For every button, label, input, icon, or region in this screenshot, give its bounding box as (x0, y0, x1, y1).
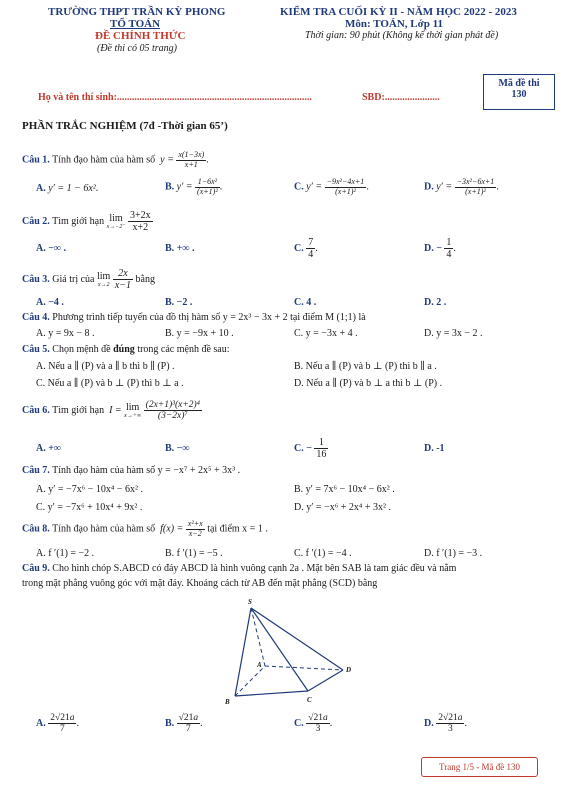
edge-SB (235, 608, 251, 696)
department-name: TỔ TOÁN (110, 18, 161, 30)
question-6: Câu 6. Tìm giới hạn I = lim x→+∞ $\frac{\text{(2x+1)³(x+2)⁴}}{\text{(3−2x)⁷}}$ (22, 400, 200, 422)
q9-option-b[interactable]: B. $\frac{√21a}{7}$ . (165, 713, 203, 735)
edge-SD (251, 608, 343, 670)
question-7: Câu 7. Tính đạo hàm của hàm số y = −x⁷ + 2x⁵ + 3x³ . (22, 465, 241, 476)
q5-option-d[interactable]: D. Nếu a ∥ (P) và b ⊥ a thì b ⊥ (P) . (294, 378, 443, 389)
q8-option-a[interactable]: A. f ′(1) = −2 . (36, 548, 95, 559)
q1-option-b[interactable]: B. y′ = $\frac{\text{1−6x²}}{\text{(x+1)²}}$ . (165, 177, 223, 196)
question-1: Câu 1. Tính đạo hàm của hàm số y = $\frac{x(1-3x)}{x+1}$ . (22, 150, 209, 169)
exam-code-value: 130 (511, 89, 527, 100)
q5-option-b[interactable]: B. Nếu a ∥ (P) và b ⊥ (P) thì b ∥ a . (294, 361, 437, 372)
q8-option-c[interactable]: C. f ′(1) = −4 . (294, 548, 352, 559)
time-line: Thời gian: 90 phút (Không kể thời gian phát đề) (305, 30, 499, 41)
edge-CD (308, 670, 343, 691)
q7-option-a[interactable]: A. y′ = −7x⁶ − 10x⁴ − 6x² . (36, 484, 143, 495)
official-label: ĐỀ CHÍNH THỨC (95, 30, 186, 42)
q4-option-c[interactable]: C. y = −3x + 4 . (294, 328, 358, 339)
exam-code-label: Mã đề thi (498, 78, 540, 89)
q9-option-a[interactable]: A. $\frac{2√21a}{7}$ . (36, 713, 79, 735)
q5-option-a[interactable]: A. Nếu a ∥ (P) và a ∥ b thì b ∥ (P) . (36, 361, 175, 372)
candidate-name-line[interactable]: Họ và tên thí sinh:.............................................................................. (38, 92, 312, 103)
edge-SC (251, 608, 308, 691)
q2-option-d[interactable]: D. − $\frac{1}{4}$ . (424, 237, 456, 260)
page-footer: Trang 1/5 - Mã đề 130 (421, 757, 538, 777)
q1-option-c[interactable]: C. y′ = $\frac{\text{−9x²−4x+1}}{\text{(x+1)²}}$ . (294, 177, 369, 196)
question-4: Câu 4. Phương trình tiếp tuyến của đồ thị hàm số y = 2x³ − 3x + 2 tại điểm M (1;1) là (22, 312, 366, 323)
question-label: Câu 1. (22, 154, 50, 166)
question-3: Câu 3. Giá trị của lim x→2 $\frac{2x}{x-1}$ bằng (22, 268, 155, 291)
q9-option-c[interactable]: C. $\frac{√21a}{3}$ . (294, 713, 333, 735)
question-9: Câu 9. Cho hình chóp S.ABCD có đáy ABCD là hình vuông cạnh 2a . Mặt bên SAB là tam giác đều và nằm (22, 563, 457, 574)
q6-option-a[interactable]: A. +∞ (36, 443, 62, 454)
pyramid-figure (215, 594, 365, 710)
q2-option-a[interactable]: A. −∞ . (36, 243, 67, 254)
q3-option-d[interactable]: D. 2 . (424, 297, 447, 308)
q6-option-b[interactable]: B. −∞ (165, 443, 190, 454)
q8-option-b[interactable]: B. f ′(1) = −5 . (165, 548, 223, 559)
label-A: A (257, 661, 262, 669)
candidate-number-line[interactable]: SBD:...................... (362, 92, 440, 103)
exam-code-box (483, 74, 555, 110)
q1-option-a[interactable]: A. y′ = 1 − 6x². (36, 183, 99, 194)
school-name: TRƯỜNG THPT TRẦN KỲ PHONG (48, 6, 226, 18)
q8-option-d[interactable]: D. f ′(1) = −3 . (424, 548, 483, 559)
question-9-line2: trong mặt phẳng vuông góc với mặt đáy. Khoảng cách từ AB đến mặt phẳng (SCD) bằng (22, 578, 378, 589)
q6-option-d[interactable]: D. -1 (424, 443, 445, 454)
label-C: C (307, 696, 312, 704)
q6-option-c[interactable]: C. − $\frac{1}{16}$ (294, 437, 327, 460)
q4-option-b[interactable]: B. y = −9x + 10 . (165, 328, 234, 339)
q7-option-c[interactable]: C. y′ = −7x⁶ + 10x⁴ + 9x² . (36, 502, 143, 513)
q7-option-b[interactable]: B. y′ = 7x⁶ − 10x⁴ − 6x² . (294, 484, 395, 495)
edge-AD (265, 666, 343, 670)
section-title: PHẦN TRẮC NGHIỆM (7đ -Thời gian 65’) (22, 120, 228, 132)
q2-option-b[interactable]: B. +∞ . (165, 243, 195, 254)
q3-option-b[interactable]: B. −2 . (165, 297, 193, 308)
edge-BC (235, 691, 308, 696)
question-5: Câu 5. Chọn mệnh đề đúng trong các mệnh đề sau: (22, 344, 230, 355)
question-2: Câu 2. Tìm giới hạn lim x→−2⁻ $\frac{3+2x}{x+2}$ (22, 210, 151, 233)
q1-option-d[interactable]: D. y′ = $\frac{\text{−3x²−6x+1}}{\text{(x+1)²}}$ . (424, 177, 499, 196)
label-D: D (346, 666, 352, 674)
q5-option-c[interactable]: C. Nếu a ∥ (P) và b ⊥ (P) thì b ⊥ a . (36, 378, 184, 389)
q7-option-d[interactable]: D. y′ = −x⁶ + 2x⁴ + 3x² . (294, 502, 391, 513)
q4-option-a[interactable]: A. y = 9x − 8 . (36, 328, 95, 339)
label-S: S (248, 598, 252, 606)
q2-option-c[interactable]: C. $\frac{7}{4}$ . (294, 237, 318, 260)
question-8: Câu 8. Tính đạo hàm của hàm số f(x) = $\frac{\text{x²+x}}{x-2}$ tại điểm x = 1 . (22, 519, 268, 538)
page-count: (Đề thi có 05 trang) (97, 43, 177, 54)
q4-option-d[interactable]: D. y = 3x − 2 . (424, 328, 483, 339)
label-B: B (225, 698, 230, 706)
q9-option-d[interactable]: D. $\frac{2√21a}{3}$ . (424, 713, 467, 735)
q3-option-c[interactable]: C. 4 . (294, 297, 317, 308)
exam-title: KIỂM TRA CUỐI KỲ II - NĂM HỌC 2022 - 2023 (280, 6, 517, 18)
subject-line: Môn: TOÁN, Lớp 11 (345, 18, 443, 30)
question-text: Tính đạo hàm của hàm số (52, 154, 156, 166)
q3-option-a[interactable]: A. −4 . (36, 297, 64, 308)
